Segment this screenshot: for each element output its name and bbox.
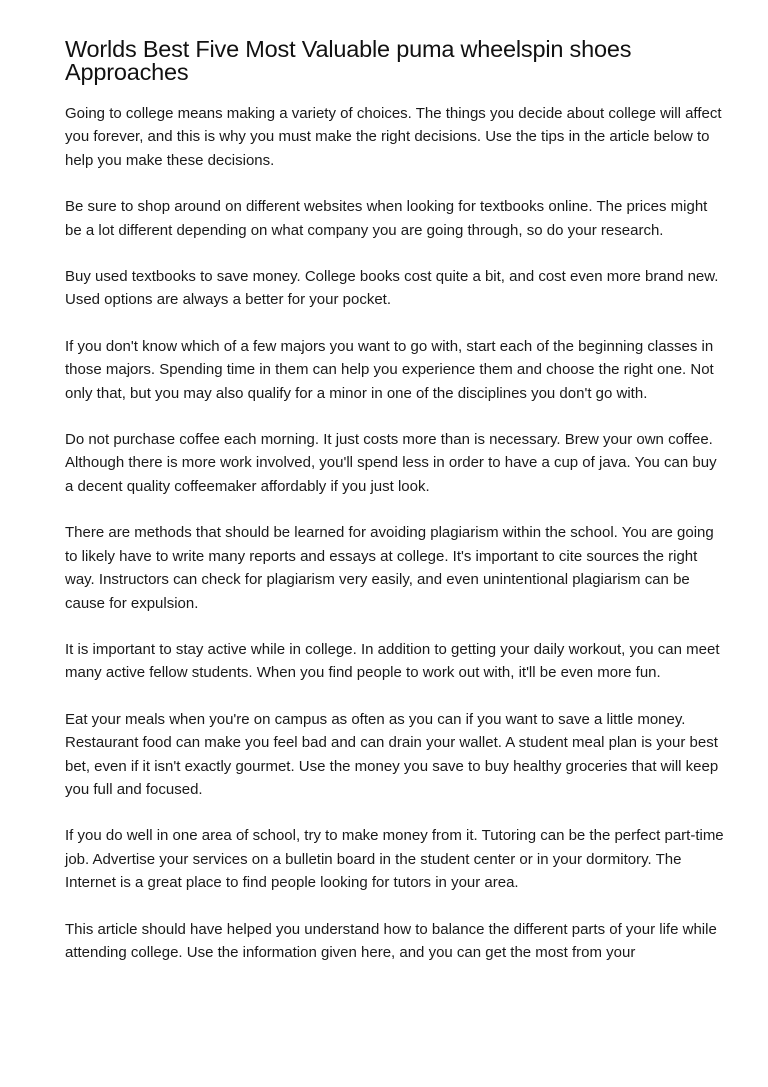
paragraph-intro: Going to college means making a variety of choices. The things you decide about college will affect you forever, and this is why you must make the right decisions. Use the tips in the article below to help you make these decisions. [65,105,722,169]
page-title: Worlds Best Five Most Valuable puma wheelspin shoes Approaches [65,36,632,85]
paragraph-coffee: Do not purchase coffee each morning. It just costs more than is necessary. Brew your own coffee. Although there is more work involved, you'll spend less in order to have a cup of java. You can buy a decent quality coffeemaker affordably if you just look. [65,431,717,495]
paragraph-plagiarism: There are methods that should be learned for avoiding plagiarism within the school. You are going to likely have to write many reports and essays at college. It's important to cite sources the right way. Instructors can check for plagiarism very easily, and even unintentional plagiarism can be cause for expulsion. [65,524,714,612]
paragraph-used-textbooks: Buy used textbooks to save money. College books cost quite a bit, and cost even more brand new. Used options are always a better for your pocket. [65,268,719,309]
paragraph-conclusion: This article should have helped you understand how to balance the different parts of your life while attending college. Use the information given here, and you can get the most from your [65,920,717,961]
paragraph-tutoring: If you do well in one area of school, try to make money from it. Tutoring can be the perfect part-time job. Advertise your services on a bulletin board in the student center or in your dormitory. The Internet is a great place to find people looking for tutors in your area. [65,827,724,892]
paragraph-stay-active: It is important to stay active while in college. In addition to getting your daily workout, you can meet many active fellow students. When you find people to work out with, it'll be even more fun. [65,640,720,682]
paragraph-textbook-prices: Be sure to shop around on different websites when looking for textbooks online. The prices might be a lot different depending on what company you are going through, so do your research. [65,198,708,239]
paragraph-campus-meals: Eat your meals when you're on campus as often as you can if you want to save a little money. Restaurant food can make you feel bad and can drain your wallet. A student meal plan is your best bet, even if it isn't exactly gourmet. Use the money you save to buy healthy groceries that will keep you full and focused. [65,710,719,798]
paragraph-choosing-majors: If you don't know which of a few majors you want to go with, start each of the beginning classes in those majors. Spending time in them can help you experience them and choose the right one. Not only that, but you may also qualify for a minor in one of the disciplines you don't go with. [65,337,714,402]
